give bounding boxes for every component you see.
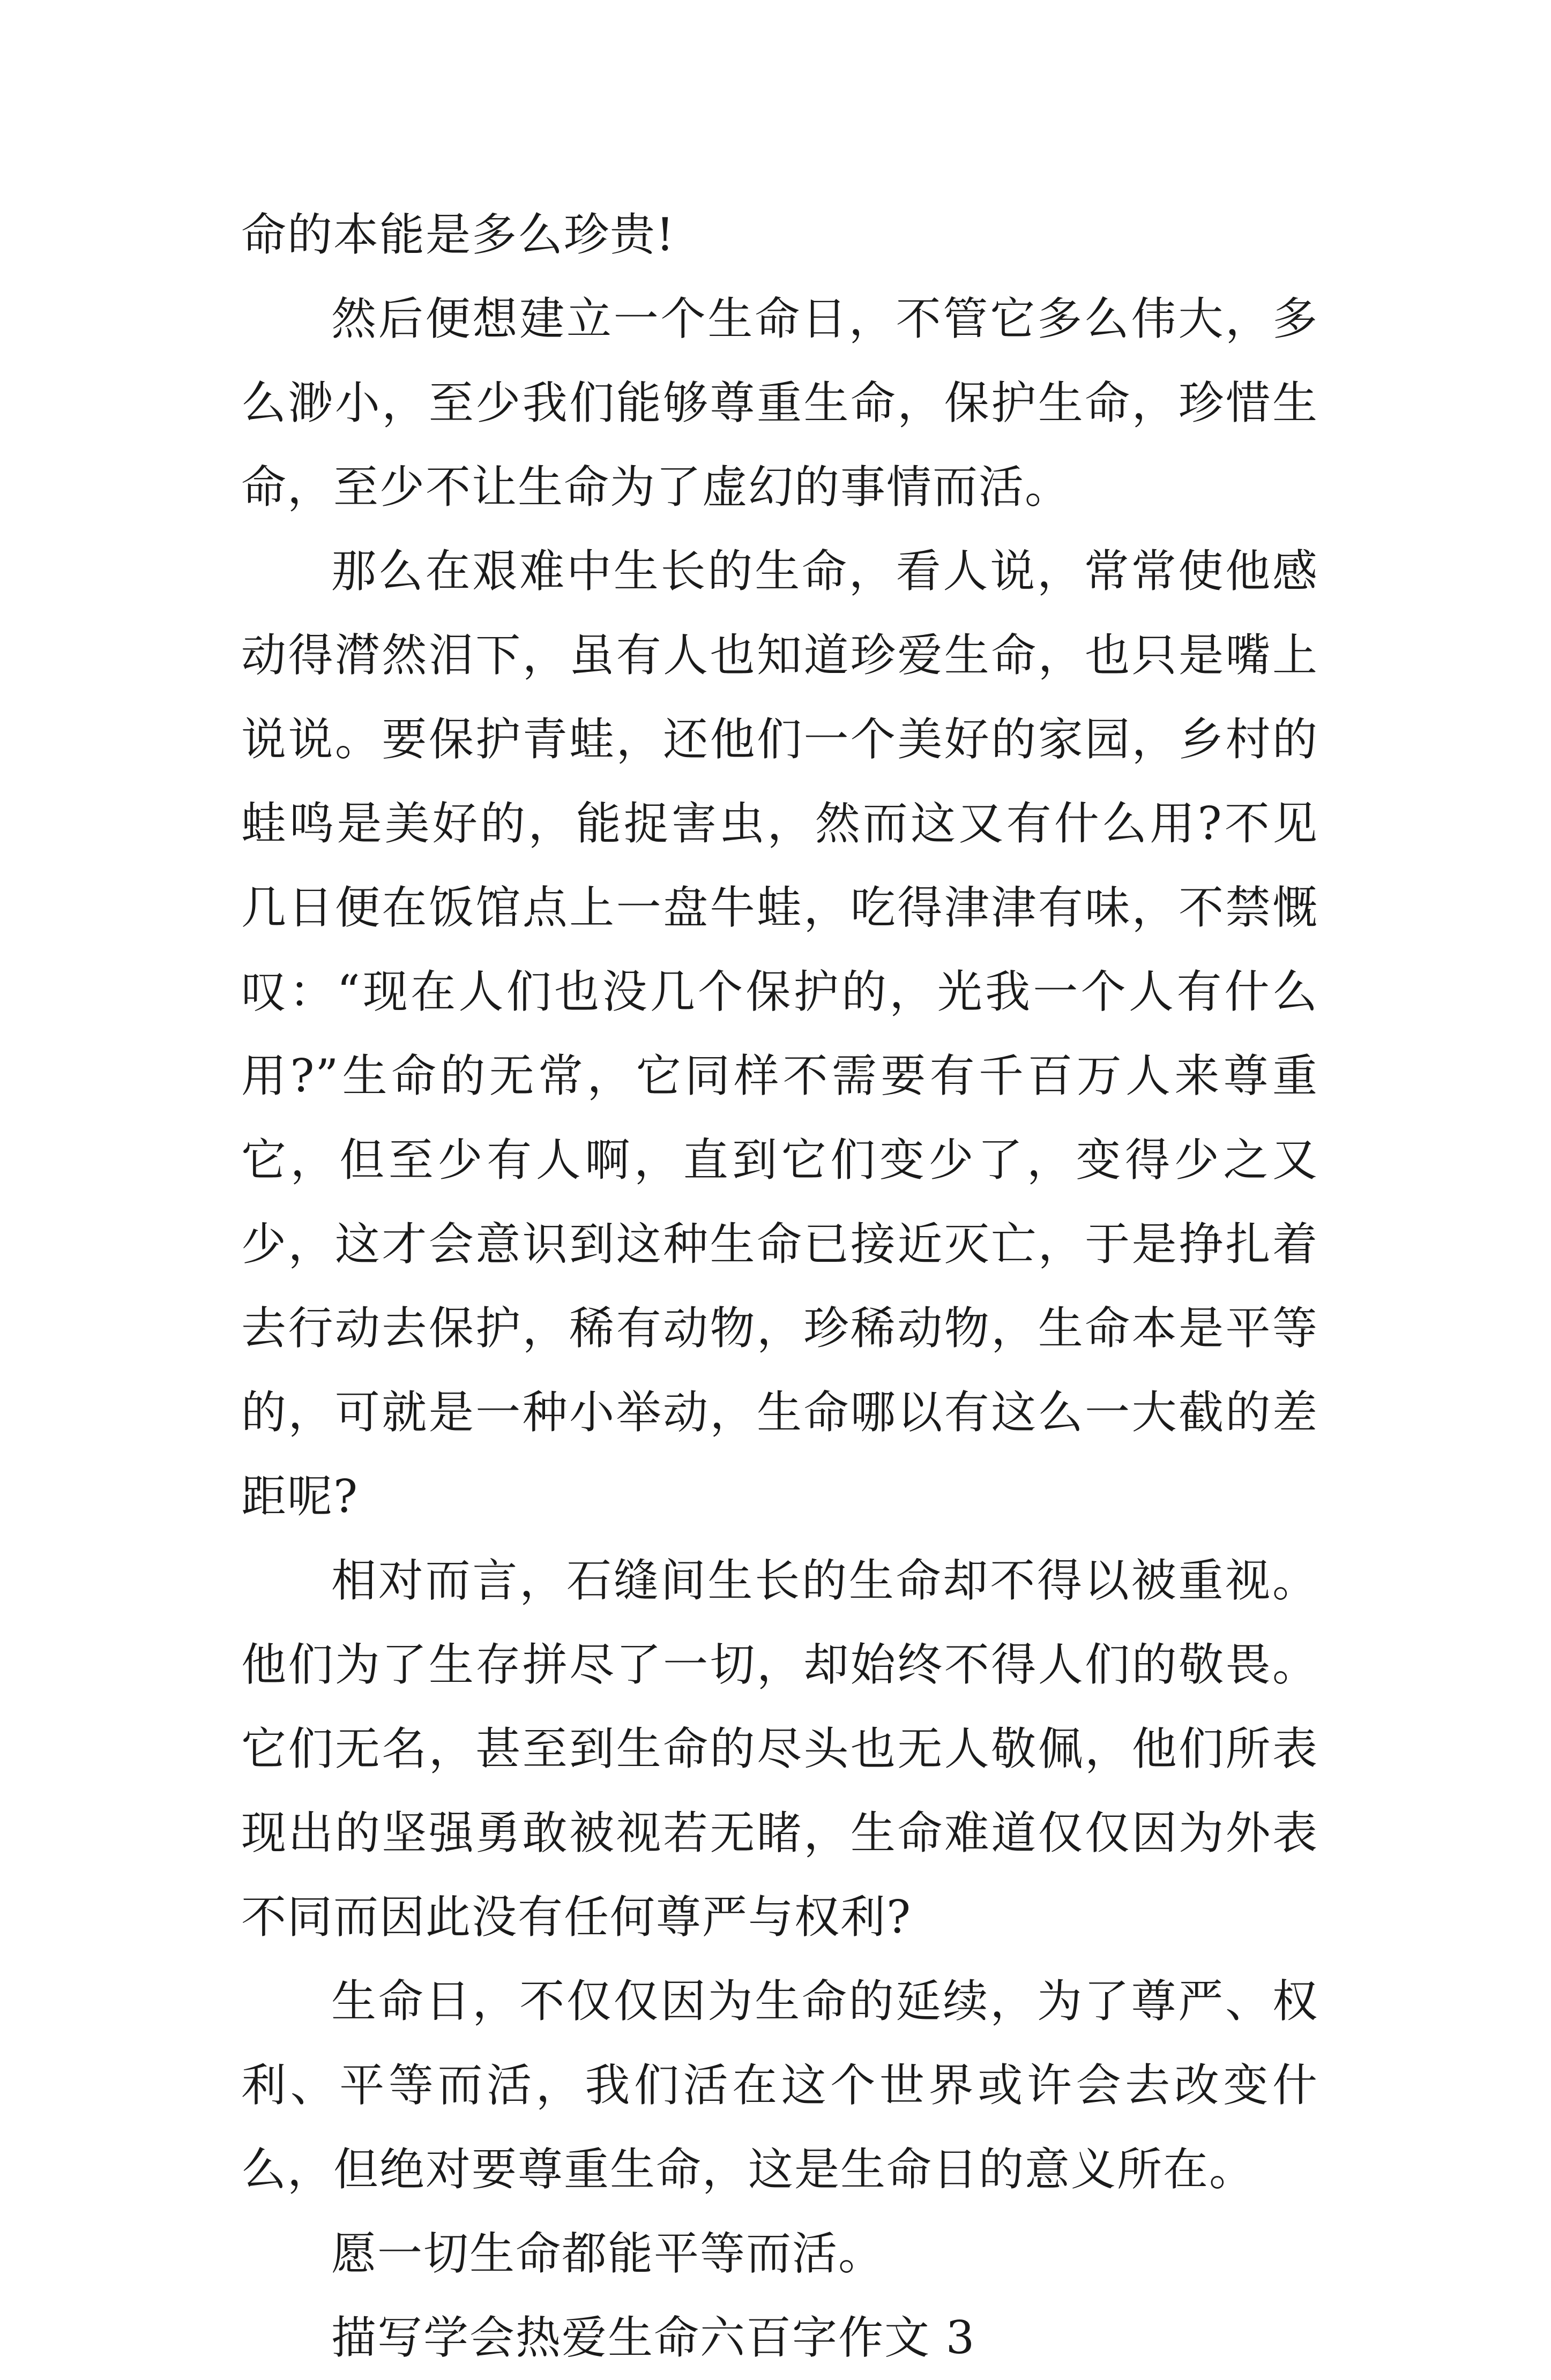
paragraph-6: 愿一切生命都能平等而活。 bbox=[331, 2227, 885, 2280]
paragraph-4: 相对而言，石缝间生长的生命却不得以被重视。他们为了生存拼尽了一切，却始终不得人们的敬畏。它们无名，甚至到生命的尽头也无人敬佩，他们所表现出的坚强勇敢被视若无睹，生命难道仅仅因为外表不同而因此没有任何尊严与权利? bbox=[241, 1554, 1318, 1943]
paragraph-5: 生命日，不仅仅因为生命的延续，为了尊严、权利、平等而活，我们活在这个世界或许会去改变什么，但绝对要尊重生命，这是生命日的意义所在。 bbox=[241, 1975, 1318, 2196]
paragraph-2: 然后便想建立一个生命日，不管它多么伟大，多么渺小，至少我们能够尊重生命，保护生命，珍惜生命，至少不让生命为了虚幻的事情而活。 bbox=[241, 293, 1318, 513]
paragraph-1: 命的本能是多么珍贵! bbox=[241, 208, 675, 261]
document-body bbox=[241, 193, 1318, 2380]
section-heading: 描写学会热爱生命六百字作文 3 bbox=[331, 2311, 976, 2364]
paragraph-3: 那么在艰难中生长的生命，看人说，常常使他感动得潸然泪下，虽有人也知道珍爱生命，也只是嘴上说说。要保护青蛙，还他们一个美好的家园，乡村的蛙鸣是美好的，能捉害虫，然而这又有什么用?不见几日便在饭馆点上一盘牛蛙，吃得津津有味，不禁慨叹：“现在人们也没几个保护的，光我一个人有什么用?”生命的无常，它同样不需要有千百万人来尊重它，但至少有人啊，直到它们变少了，变得少之又少，这才会意识到这种生命已接近灭亡，于是挣扎着去行动去保护，稀有动物，珍稀动物，生命本是平等的，可就是一种小举动，生命哪以有这么一大截的差距呢? bbox=[241, 545, 1318, 1523]
